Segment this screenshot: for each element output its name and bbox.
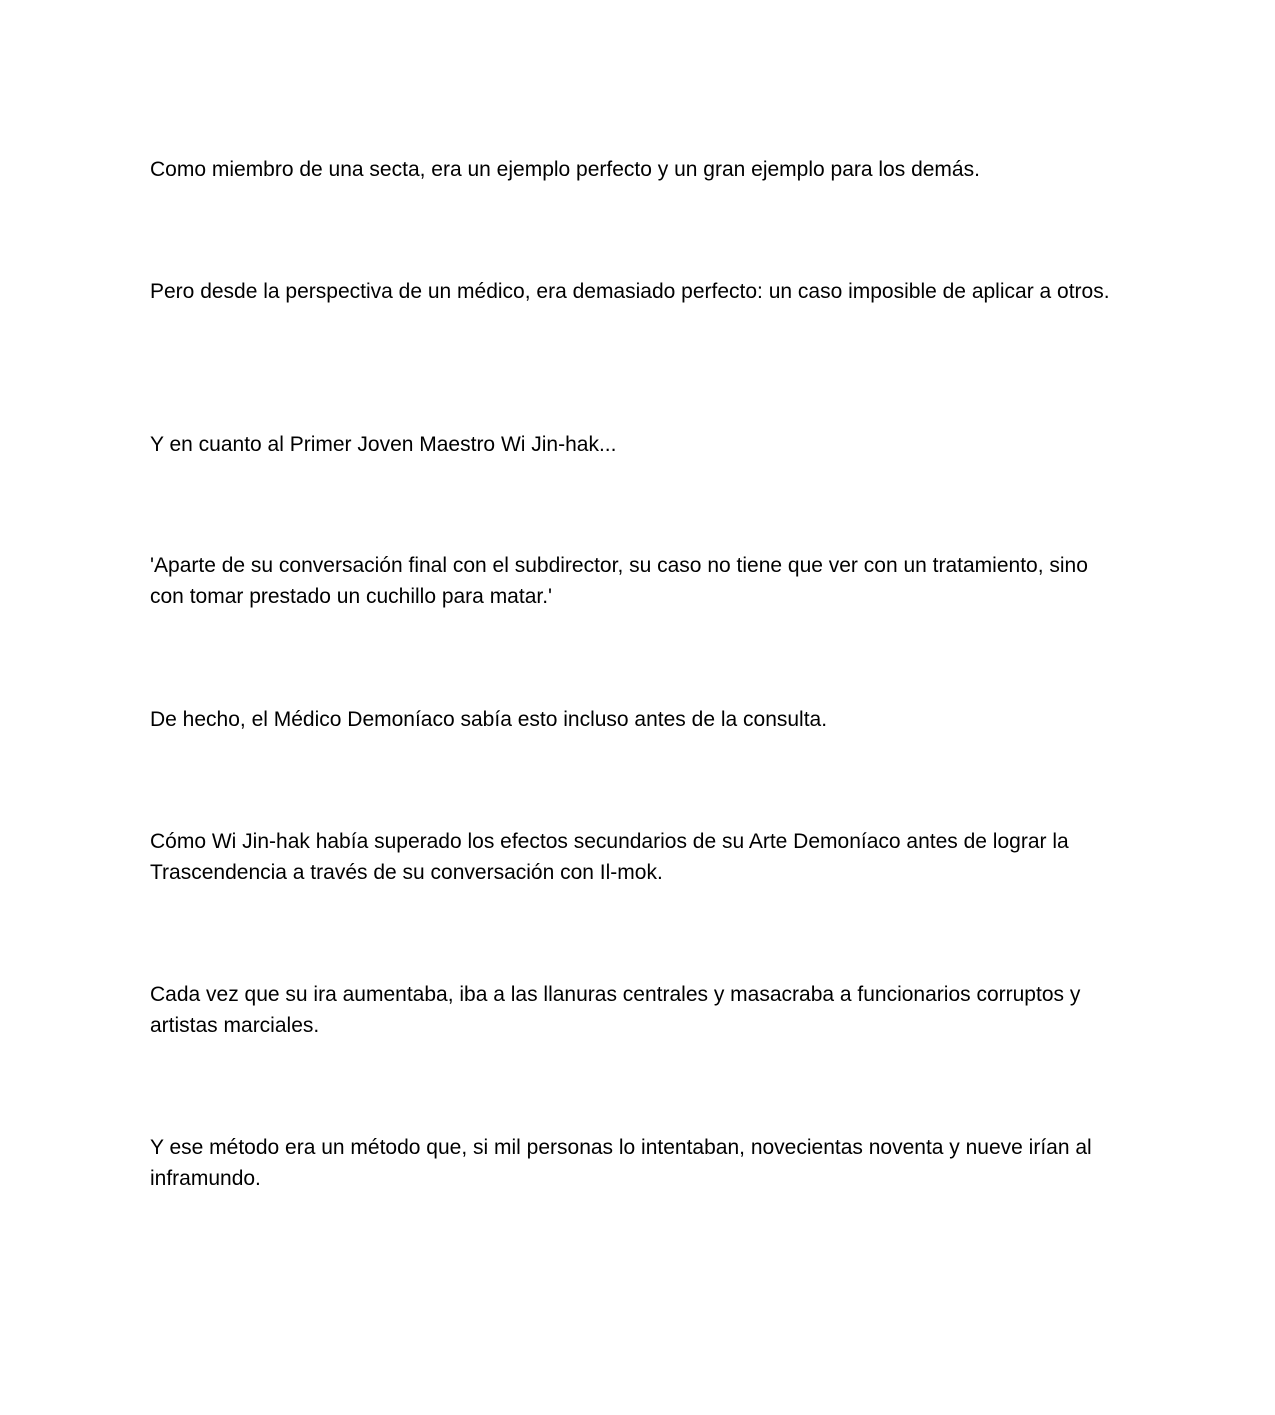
- paragraph: Y ese método era un método que, si mil personas lo intentaban, novecientas noventa y nueve irían al inframundo.: [150, 1136, 1092, 1190]
- paragraph: Como miembro de una secta, era un ejemplo perfecto y un gran ejemplo para los demás.: [150, 158, 980, 181]
- paragraph: 'Aparte de su conversación final con el subdirector, su caso no tiene que ver con un tratamiento, sino con tomar prestado un cuchillo para matar.': [150, 554, 1088, 608]
- paragraph: Cada vez que su ira aumentaba, iba a las llanuras centrales y masacraba a funcionarios corruptos y artistas marciales.: [150, 983, 1081, 1037]
- paragraph: Y en cuanto al Primer Joven Maestro Wi Jin-hak...: [150, 433, 617, 456]
- paragraph: De hecho, el Médico Demoníaco sabía esto incluso antes de la consulta.: [150, 708, 828, 731]
- paragraph: Cómo Wi Jin-hak había superado los efectos secundarios de su Arte Demoníaco antes de lograr la Trascendencia a través de su conversación con Il-mok.: [150, 830, 1069, 884]
- paragraph: Pero desde la perspectiva de un médico, era demasiado perfecto: un caso imposible de aplicar a otros.: [150, 280, 1110, 303]
